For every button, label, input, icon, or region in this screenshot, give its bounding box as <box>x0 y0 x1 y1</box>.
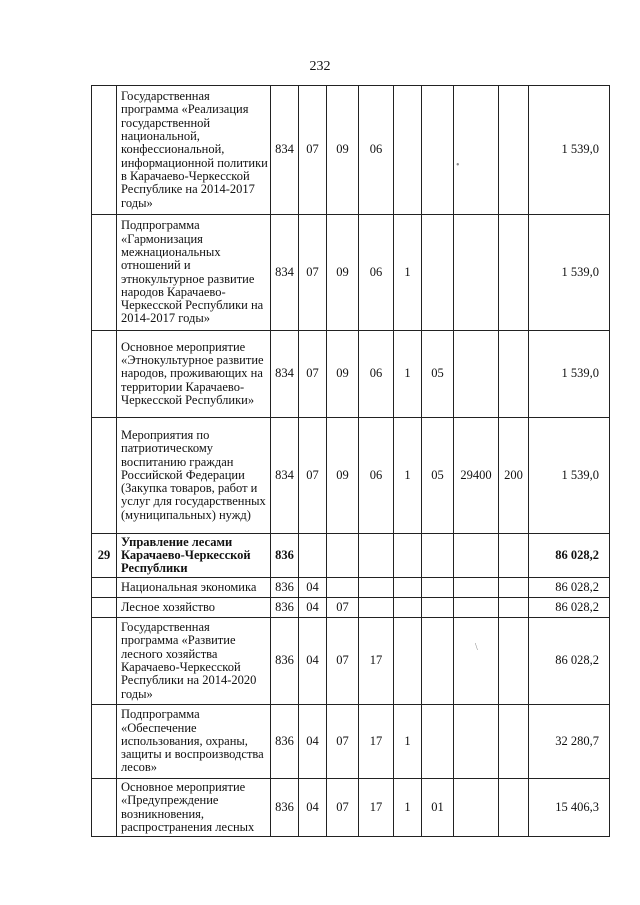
measure-code: 05 <box>422 331 454 418</box>
section-code: 07 <box>299 215 327 331</box>
table-row <box>92 418 610 534</box>
scan-speck: • <box>456 160 460 171</box>
direction-code <box>454 86 499 215</box>
row-number <box>92 578 117 598</box>
expense-type-code <box>499 578 529 598</box>
table-row <box>92 331 610 418</box>
table-row <box>92 215 610 331</box>
expense-type-code <box>499 618 529 705</box>
expense-type-code <box>499 705 529 779</box>
program-code: 17 <box>359 705 394 779</box>
row-name: Основное мероприятие «Этнокультурное развитие народов, проживающих на территории Карачаево-Черкесской Республики» <box>117 331 271 418</box>
measure-code <box>422 86 454 215</box>
row-name: Подпрограмма «Гармонизация межнациональных отношений и этнокультурное развитие народов Карачаево-Черкесской Республики на 2014-2017 годы» <box>117 215 271 331</box>
expense-type-code <box>499 331 529 418</box>
amount: 1 539,0 <box>529 215 610 331</box>
program-code: 17 <box>359 618 394 705</box>
subprogram-code <box>394 86 422 215</box>
direction-code <box>454 215 499 331</box>
subprogram-code <box>394 578 422 598</box>
amount: 86 028,2 <box>529 578 610 598</box>
amount: 86 028,2 <box>529 534 610 578</box>
ved-code: 836 <box>271 779 299 837</box>
expense-type-code <box>499 86 529 215</box>
subsection-code: 07 <box>327 705 359 779</box>
amount: 1 539,0 <box>529 418 610 534</box>
ved-code: 836 <box>271 534 299 578</box>
program-code: 17 <box>359 779 394 837</box>
row-name: Государственная программа «Развитие лесного хозяйства Карачаево-Черкесской Республики на 2014-2020 годы» <box>117 618 271 705</box>
ved-code: 834 <box>271 418 299 534</box>
section-code: 04 <box>299 598 327 618</box>
section-code: 07 <box>299 86 327 215</box>
measure-code <box>422 598 454 618</box>
direction-code <box>454 705 499 779</box>
subsection-code: 09 <box>327 86 359 215</box>
table-row <box>92 598 610 618</box>
section-code: 07 <box>299 331 327 418</box>
subsection-code <box>327 534 359 578</box>
direction-code <box>454 578 499 598</box>
ved-code: 836 <box>271 705 299 779</box>
amount: 1 539,0 <box>529 86 610 215</box>
program-code: 06 <box>359 215 394 331</box>
row-number <box>92 598 117 618</box>
direction-code <box>454 534 499 578</box>
amount: 1 539,0 <box>529 331 610 418</box>
subprogram-code <box>394 534 422 578</box>
table-row <box>92 534 610 578</box>
expense-type-code <box>499 598 529 618</box>
row-number <box>92 331 117 418</box>
subprogram-code: 1 <box>394 705 422 779</box>
row-number <box>92 705 117 779</box>
subsection-code: 07 <box>327 779 359 837</box>
amount: 15 406,3 <box>529 779 610 837</box>
ved-code: 834 <box>271 86 299 215</box>
direction-code <box>454 331 499 418</box>
row-name: Подпрограмма «Обеспечение использования, охраны, защиты и воспроизводства лесов» <box>117 705 271 779</box>
measure-code <box>422 618 454 705</box>
subprogram-code: 1 <box>394 779 422 837</box>
direction-code: 29400 <box>454 418 499 534</box>
measure-code <box>422 705 454 779</box>
subsection-code: 09 <box>327 331 359 418</box>
row-name: Государственная программа «Реализация государственной национальной, конфессиональной, информационной политики в Карачаево-Черкесской Республике на 2014-2017 годы» <box>117 86 271 215</box>
row-name: Лесное хозяйство <box>117 598 271 618</box>
program-code <box>359 534 394 578</box>
direction-code <box>454 598 499 618</box>
program-code <box>359 598 394 618</box>
ved-code: 836 <box>271 618 299 705</box>
amount: 32 280,7 <box>529 705 610 779</box>
row-name: Национальная экономика <box>117 578 271 598</box>
row-number <box>92 86 117 215</box>
measure-code: 01 <box>422 779 454 837</box>
amount: 86 028,2 <box>529 598 610 618</box>
row-name: Мероприятия по патриотическому воспитанию граждан Российской Федерации (Закупка товаров, работ и услуг для государственных (муниципальных) нужд) <box>117 418 271 534</box>
subprogram-code <box>394 618 422 705</box>
ved-code: 834 <box>271 215 299 331</box>
row-number <box>92 215 117 331</box>
budget-table <box>91 85 610 837</box>
section-code: 04 <box>299 705 327 779</box>
direction-code <box>454 779 499 837</box>
section-code: 07 <box>299 418 327 534</box>
program-code: 06 <box>359 331 394 418</box>
program-code: 06 <box>359 418 394 534</box>
subsection-code: 09 <box>327 215 359 331</box>
page-number: 232 <box>309 59 331 74</box>
ved-code: 836 <box>271 578 299 598</box>
program-code <box>359 578 394 598</box>
subprogram-code <box>394 598 422 618</box>
subprogram-code: 1 <box>394 331 422 418</box>
expense-type-code <box>499 534 529 578</box>
subsection-code: 07 <box>327 618 359 705</box>
subprogram-code: 1 <box>394 215 422 331</box>
section-code: 04 <box>299 578 327 598</box>
expense-type-code <box>499 215 529 331</box>
section-code: 04 <box>299 779 327 837</box>
ved-code: 834 <box>271 331 299 418</box>
ved-code: 836 <box>271 598 299 618</box>
subsection-code <box>327 578 359 598</box>
row-number: 29 <box>92 534 117 578</box>
table-row <box>92 86 610 215</box>
expense-type-code <box>499 779 529 837</box>
table-row <box>92 779 610 837</box>
row-number <box>92 618 117 705</box>
row-number <box>92 779 117 837</box>
amount: 86 028,2 <box>529 618 610 705</box>
measure-code <box>422 215 454 331</box>
scan-speck: \ <box>475 642 478 653</box>
measure-code <box>422 578 454 598</box>
table-row <box>92 618 610 705</box>
subsection-code: 07 <box>327 598 359 618</box>
subsection-code: 09 <box>327 418 359 534</box>
program-code: 06 <box>359 86 394 215</box>
row-number <box>92 418 117 534</box>
measure-code <box>422 534 454 578</box>
measure-code: 05 <box>422 418 454 534</box>
direction-code <box>454 618 499 705</box>
row-name: Основное мероприятие «Предупреждение возникновения, распространения лесных <box>117 779 271 837</box>
section-code <box>299 534 327 578</box>
row-name: Управление лесами Карачаево-Черкесской Республики <box>117 534 271 578</box>
section-code: 04 <box>299 618 327 705</box>
expense-type-code: 200 <box>499 418 529 534</box>
table-row <box>92 578 610 598</box>
subprogram-code: 1 <box>394 418 422 534</box>
table-row <box>92 705 610 779</box>
